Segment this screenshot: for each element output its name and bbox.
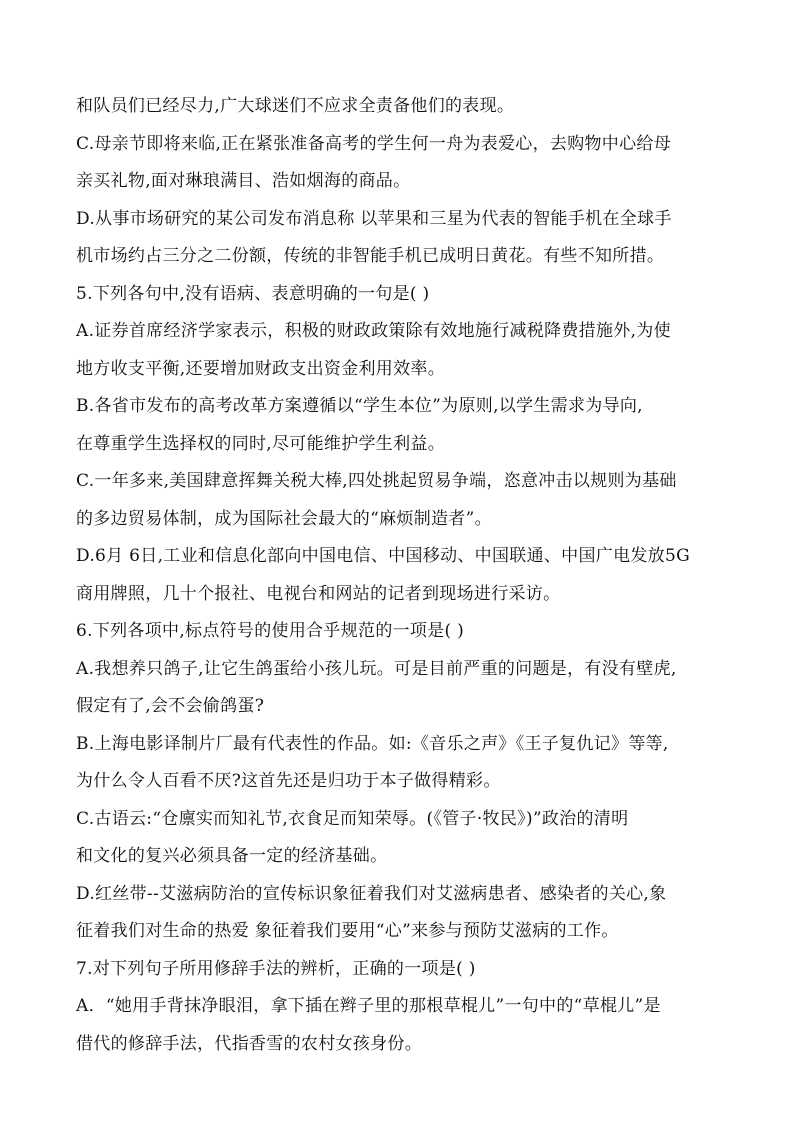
- question-7-stem: 7.对下列句子所用修辞手法的辨析，正确的一项是( ): [76, 958, 476, 979]
- text-line: A.证券首席经济学家表示，积极的财政政策除有效地施行减税降费措施外,为使: [76, 321, 671, 341]
- text-line: 机市场约占三分之二份额，传统的非智能手机已成明日黄花。有些不知所措。: [76, 246, 665, 266]
- text-line: 和队员们已经尽力,广大球迷们不应求全责备他们的表现。: [76, 96, 515, 116]
- text-line: 和文化的复兴必须具备一定的经济基础。: [76, 846, 388, 866]
- text-line: D.6月 6日,工业和信息化部向中国电信、中国移动、中国联通、中国广电发放5G: [76, 546, 690, 566]
- text-line: A．“她用手背抹净眼泪，拿下插在辫子里的那根草棍儿”一句中的“草棍儿”是: [76, 996, 661, 1016]
- text-line: 商用牌照，几十个报社、电视台和网站的记者到现场进行采访。: [76, 583, 561, 604]
- text-line: C.古语云:“仓廪实而知礼节,衣食足而知荣辱。(《管子·牧民》)”政治的清明: [76, 808, 629, 829]
- text-line: D.从事市场研究的某公司发布消息称 以苹果和三星为代表的智能手机在全球手: [76, 208, 672, 229]
- document-body: [76, 88, 726, 1063]
- text-line: 假定有了,会不会偷鸽蛋?: [76, 696, 265, 716]
- text-line: 的多边贸易体制，成为国际社会最大的“麻烦制造者”。: [76, 508, 492, 529]
- text-line: C.母亲节即将来临,正在紧张准备高考的学生何一舟为表爱心，去购物中心给母: [76, 133, 672, 154]
- text-line: B.各省市发布的高考改革方案遵循以“学生本位”为原则,以学生需求为导向,: [76, 396, 643, 416]
- text-line: 借代的修辞手法，代指香雪的农村女孩身份。: [76, 1033, 422, 1054]
- text-line: 在尊重学生选择权的同时,尽可能维护学生利益。: [76, 433, 446, 454]
- text-line: 为什么令人百看不厌?这首先还是归功于本子做得精彩。: [76, 771, 501, 791]
- text-line: A.我想养只鸽子,让它生鸽蛋给小孩儿玩。可是目前严重的问题是，有没有壁虎,: [76, 658, 677, 679]
- text-line: 征着我们对生命的热爱 象征着我们要用“心”来参与预防艾滋病的工作。: [76, 921, 619, 941]
- text-line: 亲买礼物,面对琳琅满目、浩如烟海的商品。: [76, 171, 411, 191]
- question-5-stem: 5.下列各句中,没有语病、表意明确的一句是( ): [76, 283, 430, 304]
- question-6-stem: 6.下列各项中,标点符号的使用合乎规范的一项是( ): [76, 621, 465, 641]
- text-line: D.红丝带--艾滋病防治的宣传标识象征着我们对艾滋病患者、感染者的关心,象: [76, 883, 667, 904]
- text-line: B.上海电影译制片厂最有代表性的作品。如:《音乐之声》《王子复仇记》等等,: [76, 733, 669, 754]
- text-line: 地方收支平衡,还要增加财政支出资金利用效率。: [76, 358, 446, 379]
- text-line: C.一年多来,美国肆意挥舞关税大棒,四处挑起贸易争端，恣意冲击以规则为基础: [76, 471, 677, 491]
